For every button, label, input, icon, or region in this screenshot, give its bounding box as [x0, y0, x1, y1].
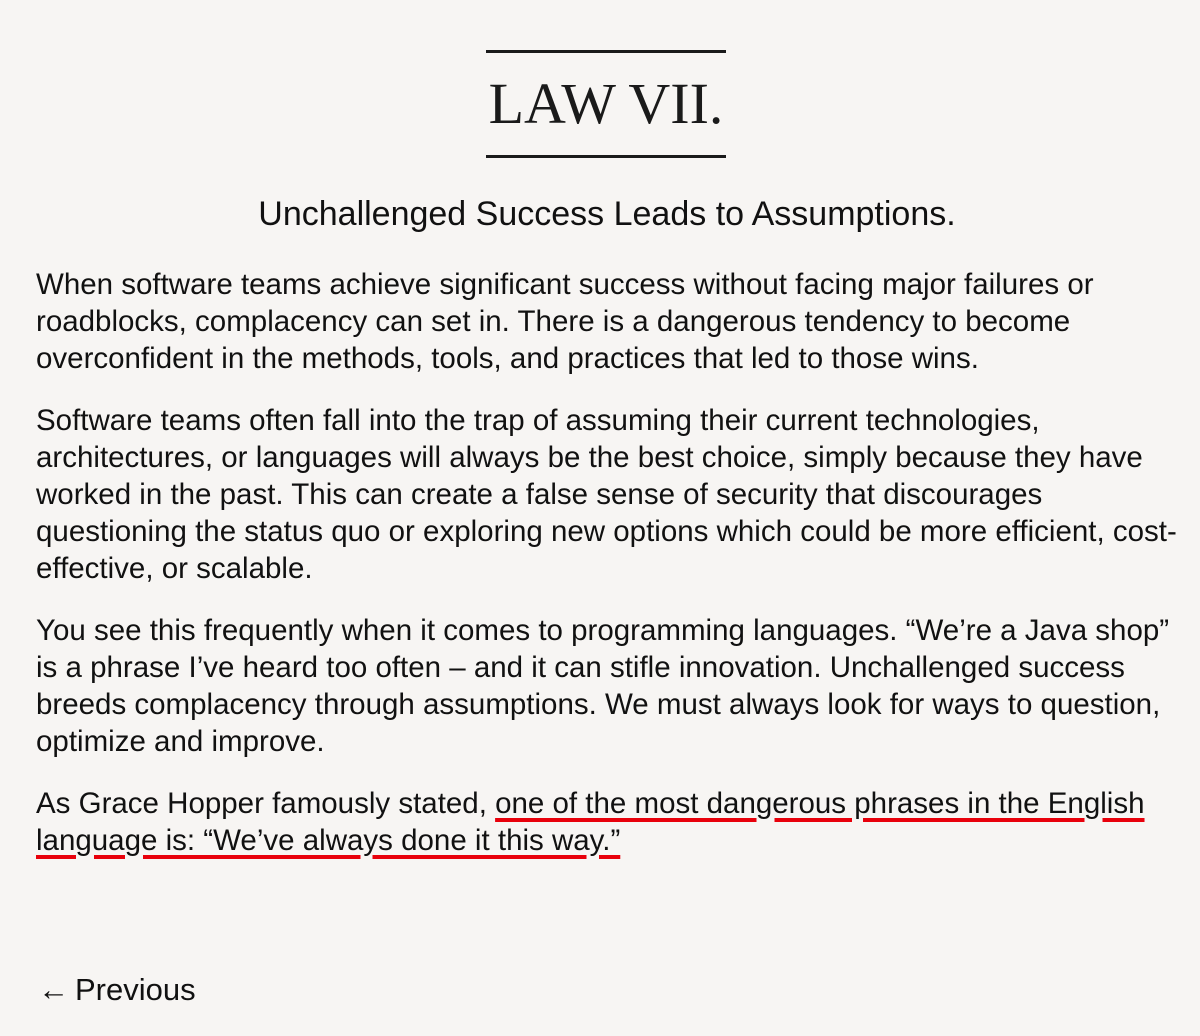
quote-paragraph [36, 785, 1186, 859]
previous-link[interactable] [38, 970, 196, 1010]
law-header [486, 50, 726, 160]
bottom-rule [486, 155, 726, 158]
law-title: LAW VII. [488, 71, 724, 136]
article-body [36, 266, 1186, 884]
previous-label: Previous [75, 972, 196, 1007]
highlighted-quote: one of the most dangerous phrases in the English language is: “We’ve always done it this way.” [36, 787, 1145, 857]
quote-lead-text: As Grace Hopper famously stated, [36, 787, 496, 820]
top-rule [486, 50, 726, 53]
paragraph: Software teams often fall into the trap of assuming their current technologies, architectures, or languages will always be the best choice, simply because they have worked in the past. This can create a false sense of security that discourages questioning the status quo or exploring new options which could be more efficient, cost-effective, or scalable. [36, 404, 1177, 585]
paragraph: When software teams achieve significant success without facing major failures or roadblocks, complacency can set in. There is a dangerous tendency to become overconfident in the methods, tools, and practices that led to those wins. [36, 268, 1094, 375]
law-subtitle: Unchallenged Success Leads to Assumptions. [258, 195, 956, 233]
paragraph: You see this frequently when it comes to programming languages. “We’re a Java shop” is a phrase I’ve heard too often – and it can stifle innovation. Unchallenged success breeds complacency through assumptions. We must always look for ways to question, optimize and improve. [36, 614, 1170, 758]
left-arrow-icon: ← [38, 972, 69, 1007]
